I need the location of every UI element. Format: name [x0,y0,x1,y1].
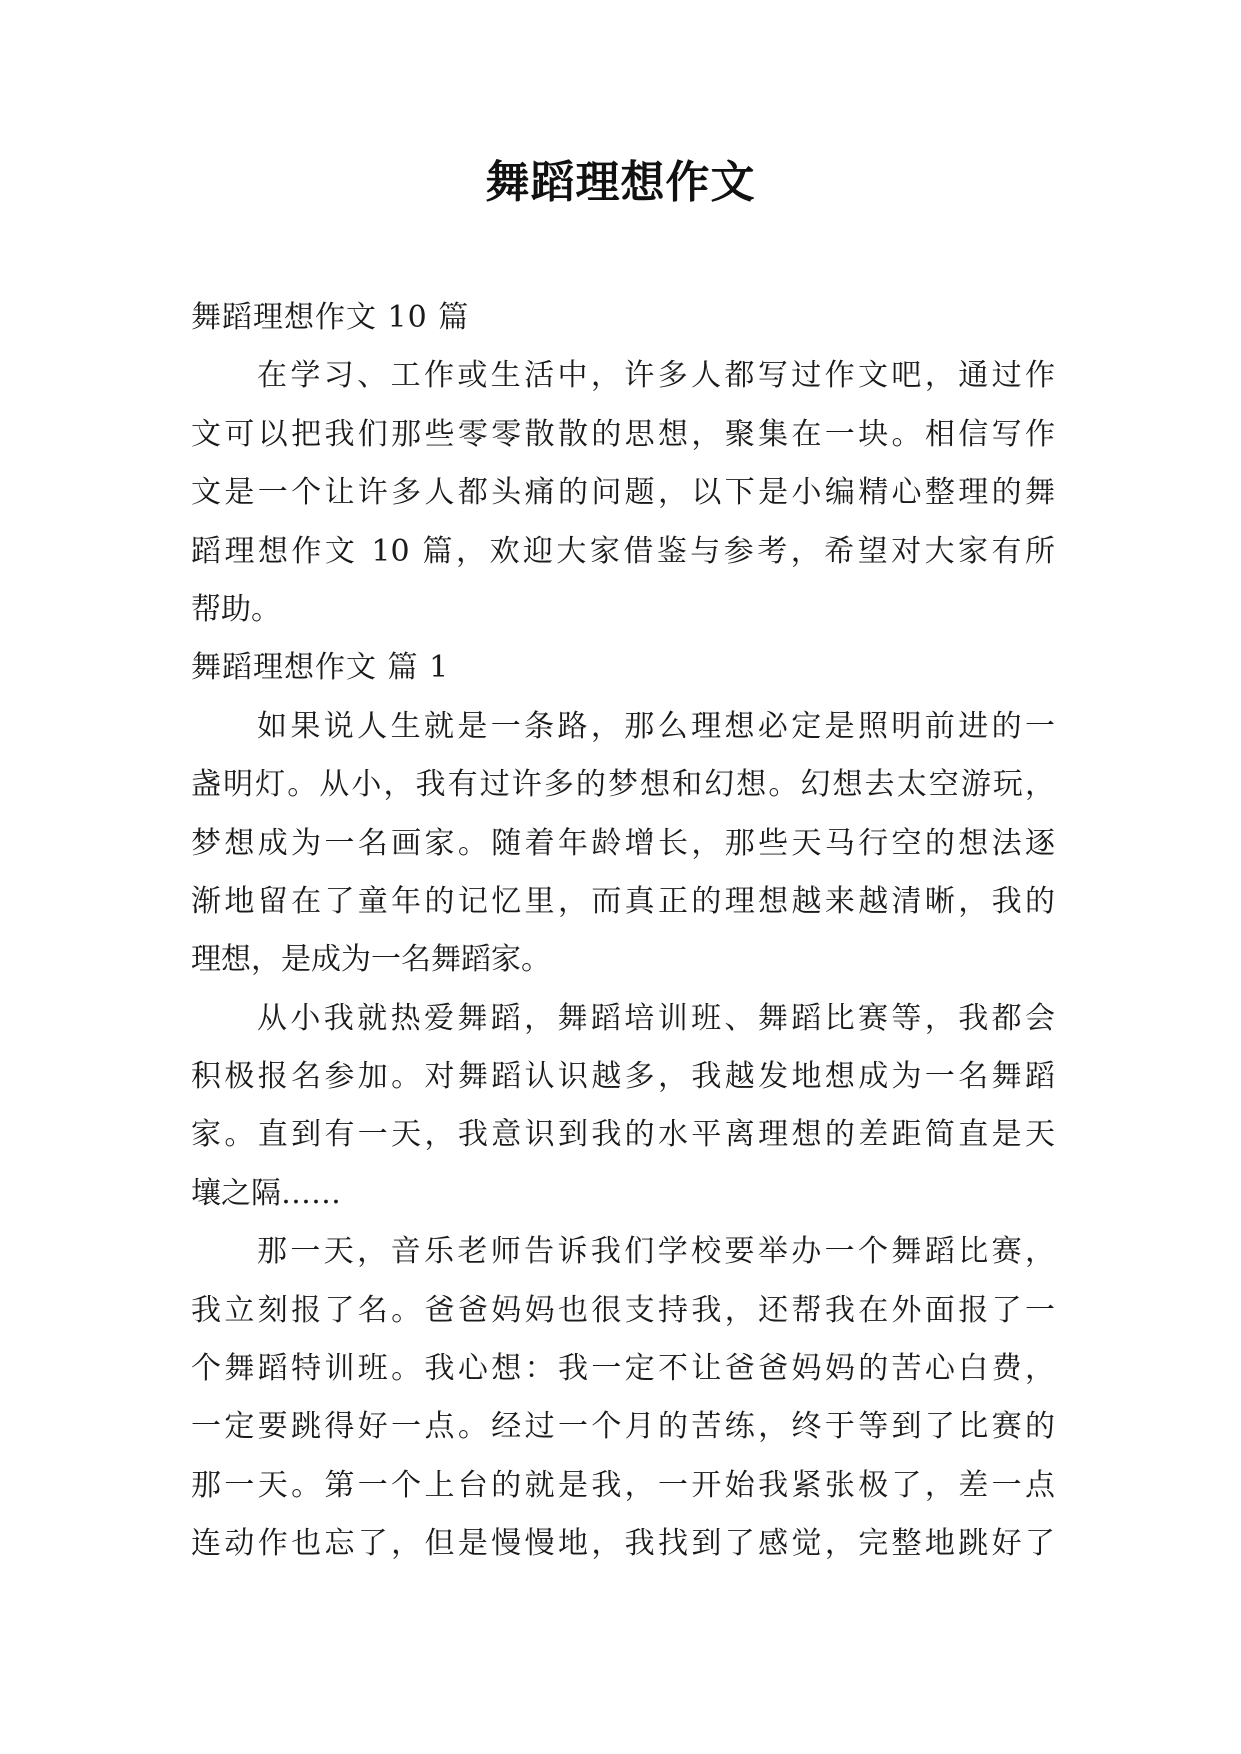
paragraph [191,1223,1055,1573]
paragraph-line: 积极报名参加。对舞蹈认识越多，我越发地想成为一名舞蹈 [191,1059,1055,1095]
paragraph-line: 文可以把我们那些零零散散的思想，聚集在一块。相信写作 [191,416,1055,452]
paragraph-line: 壤之隔…… [191,1175,341,1211]
paragraph-line: 梦想成为一名画家。随着年龄增长，那些天马行空的想法逐 [191,825,1055,861]
paragraph-line: 个舞蹈特训班。我心想：我一定不让爸爸妈妈的苦心白费， [191,1351,1055,1387]
paragraph-line: 我立刻报了名。爸爸妈妈也很支持我，还帮我在外面报了一 [191,1292,1055,1328]
paragraph-line: 一定要跳得好一点。经过一个月的苦练，终于等到了比赛的 [191,1409,1055,1445]
paragraph-line: 那一天。第一个上台的就是我，一开始我紧张极了，差一点 [191,1467,1055,1503]
document-title: 舞蹈理想作文 [485,157,756,208]
paragraph-line: 那一天，音乐老师告诉我们学校要举办一个舞蹈比赛， [257,1234,1055,1270]
paragraph-line: 如果说人生就是一条路，那么理想必定是照明前进的一 [257,708,1055,744]
paragraph-intro [191,347,1055,639]
paragraph-line: 盏明灯。从小，我有过许多的梦想和幻想。幻想去太空游玩， [191,767,1055,803]
paragraph-line: 蹈理想作文 10 篇，欢迎大家借鉴与参考，希望对大家有所 [191,533,1055,569]
paragraph [191,990,1055,1224]
paragraph [191,698,1055,990]
paragraph-line: 连动作也忘了，但是慢慢地，我找到了感觉，完整地跳好了 [191,1526,1055,1562]
paragraph-line: 家。直到有一天，我意识到我的水平离理想的差距简直是天 [191,1117,1055,1153]
paragraph-line: 理想，是成为一名舞蹈家。 [191,942,551,978]
document-body [191,289,1055,1574]
paragraph-line: 帮助。 [191,591,281,627]
paragraph-line: 在学习、工作或生活中，许多人都写过作文吧，通过作 [257,358,1055,394]
section-heading: 舞蹈理想作文 10 篇 [191,300,470,335]
paragraph-line: 渐地留在了童年的记忆里，而真正的理想越来越清晰，我的 [191,883,1055,919]
paragraph-line: 从小我就热爱舞蹈，舞蹈培训班、舞蹈比赛等，我都会 [257,1000,1055,1036]
section-heading: 舞蹈理想作文 篇 1 [191,650,450,686]
paragraph-line: 文是一个让许多人都头痛的问题，以下是小编精心整理的舞 [191,475,1055,511]
